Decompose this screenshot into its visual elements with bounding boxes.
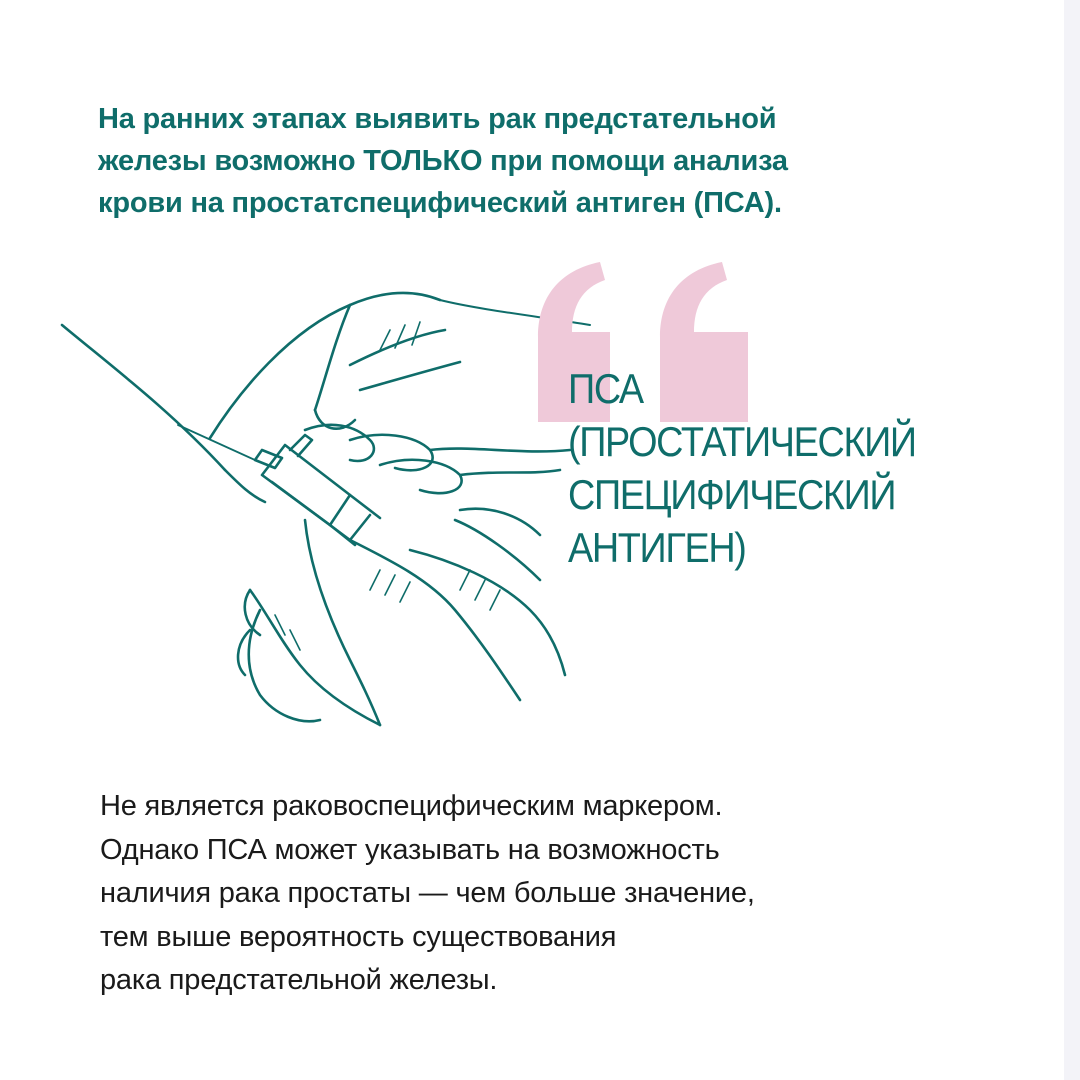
intro-text <box>98 98 958 224</box>
intro-line: крови на простатспецифический антиген (ПСА). <box>98 187 782 219</box>
body-line: рака предстательной железы. <box>100 964 498 996</box>
body-line: Однако ПСА может указывать на возможность <box>100 833 720 866</box>
hands-syringe-illustration <box>50 270 610 740</box>
intro-line: железы возможно ТОЛЬКО при помощи анализа <box>98 145 788 177</box>
heading-line: ПСА <box>568 365 643 412</box>
heading-line: (ПРОСТАТИЧЕСКИЙ <box>568 418 916 465</box>
right-edge-strip <box>1064 0 1080 1080</box>
heading-line: АНТИГЕН) <box>568 524 746 571</box>
body-line: тем выше вероятность существования <box>100 920 617 953</box>
body-text <box>100 785 960 1003</box>
psa-heading <box>568 362 946 574</box>
body-line: наличия рака простаты — чем больше значение, <box>100 877 755 909</box>
heading-line: СПЕЦИФИЧЕСКИЙ <box>568 471 896 518</box>
body-line: Не является раковоспецифическим маркером. <box>100 790 723 822</box>
intro-line: На ранних этапах выявить рак предстательной <box>98 103 777 135</box>
